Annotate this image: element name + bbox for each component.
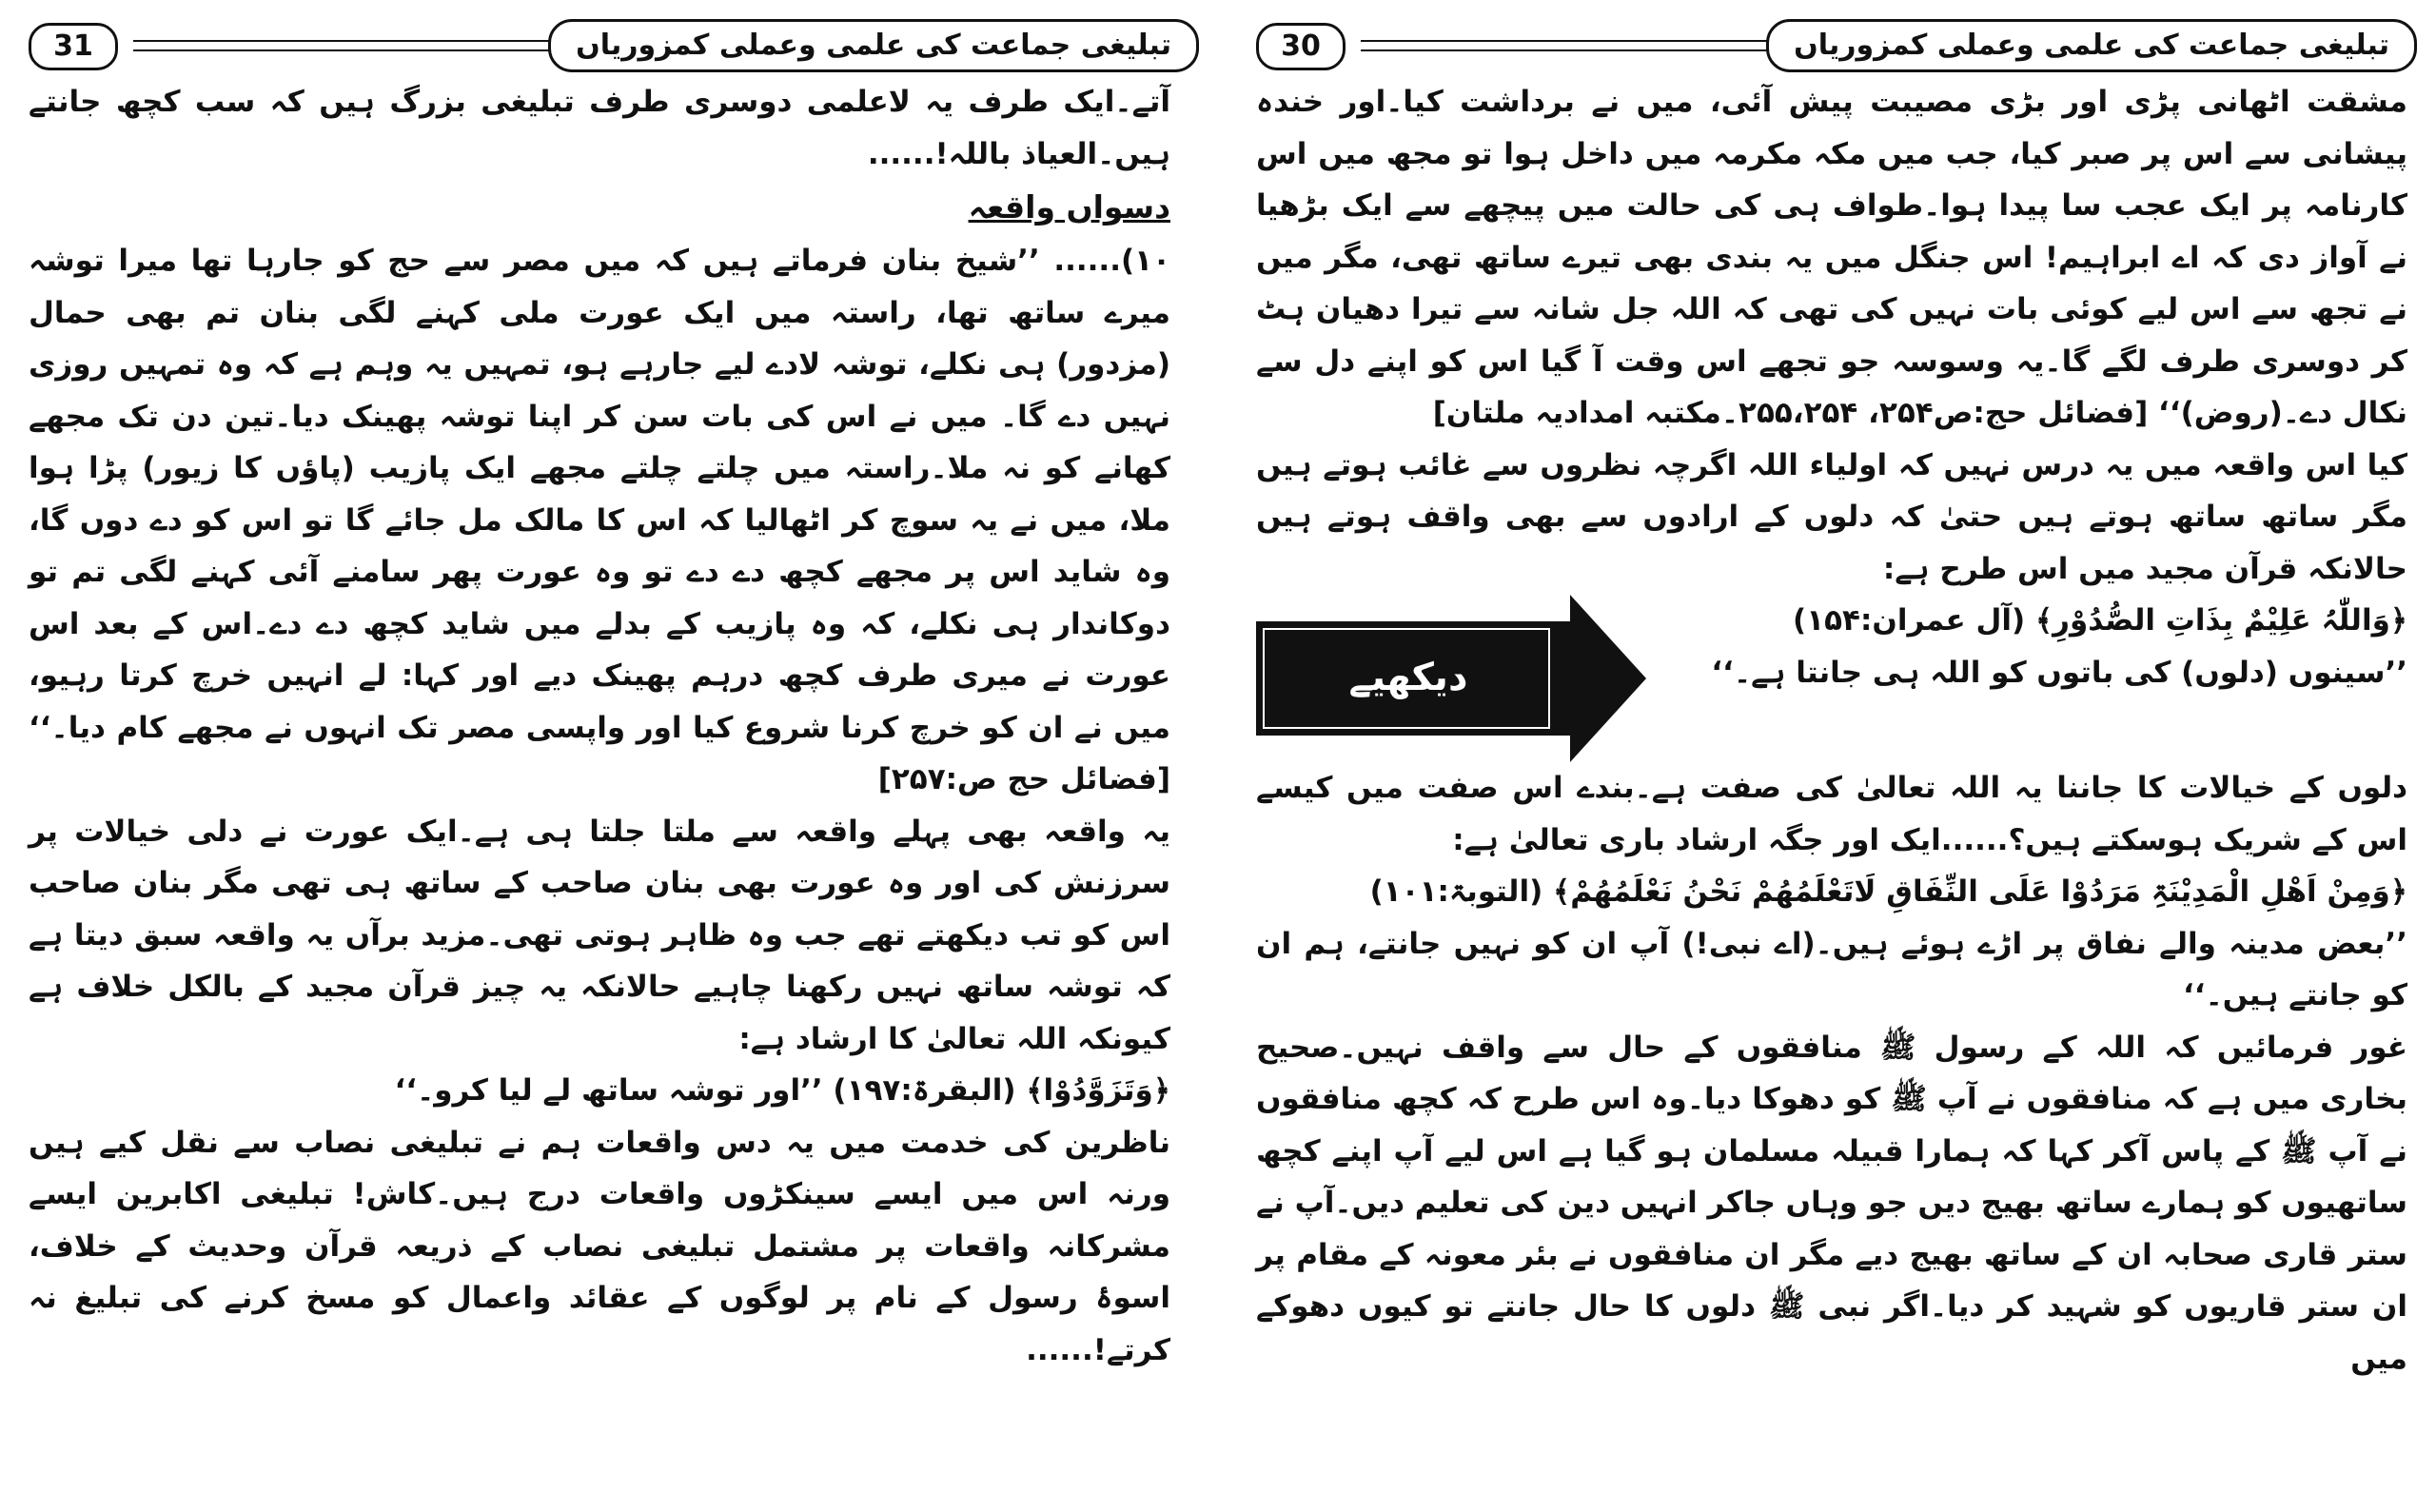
paragraph: کیا اس واقعہ میں یہ درس نہیں کہ اولیاء اللہ اگرچہ نظروں سے غائب ہوتے ہیں مگر ساتھ ساتھ ہوتے ہیں حتیٰ کہ دلوں کے ارادوں سے بھی واقف ہوتے ہیں حالانکہ قرآن مجید میں اس طرح ہے: [1256,447,2407,586]
quran-verse: ﴿وَمِنْ اَھْلِ الْمَدِیْنَۃِ مَرَدُوْا عَلَی النِّفَاقِ لَاتَعْلَمُھُمْ نَحْنُ نَعْلَمُھُمْ﴾ (التوبۃ:۱۰۱) [1369,874,2407,909]
left-page-body [29,76,1170,1376]
verse-with-arrow [1256,595,2407,762]
paragraph [1256,76,2407,440]
story-text: ۱۰)...... ’’شیخ بنان فرماتے ہیں کہ میں مصر سے حج کو جارہا تھا میرا توشہ میرے ساتھ تھا، راستہ میں ایک عورت ملی کہنے لگی بنان تم بھی حمال (مزدور) ہی نکلے، توشہ لادے لیے جارہے ہو، تمہیں یہ وہم ہے کہ وہ تمہیں روزی نہیں دے گا۔ میں نے اس کی بات سن کر اپنا توشہ پھینک دیا۔تین دن تک مجھے کھانے کو نہ ملا۔راستہ میں چلتے چلتے مجھے ایک پازیب (پاؤں کا زیور) پڑا ہوا ملا، میں نے یہ سوچ کر اٹھالیا کہ اس کا مالک مل جائے گا تو اس کو دے دوں گا، وہ شاید اس پر مجھے کچھ دے دے تو وہ عورت پھر سامنے آئی کہنے لگی تم تو دوکاندار ہی نکلے، کہ وہ پازیب کے بدلے میں شاید کچھ دے دے۔اس کے بعد اس عورت نے میری طرف کچھ درہم پھینک دیے اور کہا: لے انہیں خرچ کرتا رہیو، میں نے ان کو خرچ کرنا شروع کیا اور واپسی مصر تک انہوں نے مجھے کام دیا۔‘‘ [29,244,1170,745]
running-title: تبلیغی جماعت کی علمی وعملی کمزوریاں [1766,19,2417,72]
story-citation: [فضائل حج ص:۲۵۷] [877,762,1170,796]
para1-citation: [فضائل حج:ص۲۵۴، ۲۵۵،۲۵۴۔مکتبہ امدادیہ ملتان] [1432,396,2149,430]
paragraph: آتے۔ایک طرف یہ لاعلمی دوسری طرف تبلیغی بزرگ ہیں کہ سب کچھ جانتے ہیں۔العیاذ باللہ!...... [29,85,1170,171]
closing-paragraph: ناظرین کی خدمت میں یہ دس واقعات ہم نے تبلیغی نصاب سے نقل کیے ہیں ورنہ اس میں ایسے سینکڑوں واقعات درج ہیں۔کاش! تبلیغی اکابرین ایسے مشرکانہ واقعات پر مشتمل تبلیغی نصاب کے ذریعہ قرآن وحدیث کے خلاف، اسوۂ رسول کے نام پر لوگوں کے عقائد واعمال کو مسخ کرنے کی تبلیغ نہ کرتے!...... [29,1125,1170,1367]
arrow-icon [1256,595,1646,762]
page-number: 31 [29,23,118,70]
right-page-header [1256,13,2407,76]
page-number: 30 [1256,23,1346,70]
paragraph: دلوں کے خیالات کا جاننا یہ اللہ تعالیٰ کی صفت ہے۔بندے اس صفت میں کیسے اس کے شریک ہوسکتے ہیں؟......ایک اور جگہ ارشاد باری تعالیٰ ہے: [1256,771,2407,857]
verse-translation: ’’بعض مدینہ والے نفاق پر اڑے ہوئے ہیں۔(اے نبی!) آپ ان کو نہیں جانتے، ہم ان کو جانتے ہیں۔‘‘ [1256,926,2407,1012]
paragraph: غور فرمائیں کہ اللہ کے رسول ﷺ منافقوں کے حال سے واقف نہیں۔صحیح بخاری میں ہے کہ منافقوں نے آپ ﷺ کو دھوکا دیا۔وہ اس طرح کہ کچھ منافقوں نے آپ ﷺ کے پاس آکر کہا کہ ہمارا قبیلہ مسلمان ہو گیا ہے اس لیے آپ اپنے کچھ ساتھیوں کو ہمارے ساتھ بھیج دیں جو وہاں جاکر انہیں دین کی تعلیم دیں۔آپ نے ستر قاری صحابہ ان کے ساتھ بھیج دیے مگر ان منافقوں نے بئر معونہ کے مقام پر ان ستر قاریوں کو شہید کر دیا۔اگر نبی ﷺ دلوں کا حال جانتے تو کیوں دھوکے میں [1256,1030,2407,1376]
left-page [0,0,1208,1512]
section-heading: دسواں واقعہ [968,188,1170,226]
quran-verse: ﴿وَتَزَوَّدُوْا﴾ (البقرۃ:۱۹۷) ’’اور توشہ ساتھ لے لیا کرو۔‘‘ [394,1073,1170,1108]
para1-text: مشقت اٹھانی پڑی اور بڑی مصیبت پیش آئی، میں نے برداشت کیا۔اور خندہ پیشانی سے اس پر صبر کیا، جب میں مکہ مکرمہ میں داخل ہوا تو مجھ میں اس کارنامہ پر ایک عجب سا پیدا ہوا۔طواف ہی کی حالت میں پیچھے سے ایک بڑھیا نے آواز دی کہ اے ابراہیم! اس جنگل میں یہ بندی بھی تیرے ساتھ تھی، مگر میں نے تجھ سے اس لیے کوئی بات نہیں کی تھی کہ اللہ جل شانہ سے تیرا دھیان ہٹ کر دوسری طرف لگے گا۔یہ وسوسہ جو تجھے اس وقت آ گیا اس کو اپنے دل سے نکال دے۔(روض)‘‘ [1256,85,2407,430]
running-title: تبلیغی جماعت کی علمی وعملی کمزوریاں [548,19,1199,72]
left-page-header [29,13,1170,76]
right-page-body [1256,76,2407,1384]
story-paragraph [29,235,1170,806]
quran-verse: ﴿وَاللّٰہُ عَلِیْمٌ بِذَاتِ الصُّدُوْرِ﴾ (آل عمران:۱۵۴) [1793,603,2407,638]
arrow-label: دیکھیے [1348,656,1468,699]
right-page [1228,0,2436,1512]
commentary-paragraph: یہ واقعہ بھی پہلے واقعہ سے ملتا جلتا ہی ہے۔ایک عورت نے دلی خیالات پر سرزنش کی اور وہ عورت بھی بنان صاحب کے ساتھ ہی تھی مگر بنان صاحب اس کو تب دیکھتے تھے جب وہ ظاہر ہوتی تھی۔مزید برآں یہ واقعہ سبق دیتا ہے کہ توشہ ساتھ نہیں رکھنا چاہیے حالانکہ یہ چیز قرآن مجید کے بالکل خلاف ہے کیونکہ اللہ تعالیٰ کا ارشاد ہے: [29,814,1170,1056]
verse-translation: ’’سینوں (دلوں) کی باتوں کو اللہ ہی جانتا ہے۔‘‘ [1711,655,2407,690]
